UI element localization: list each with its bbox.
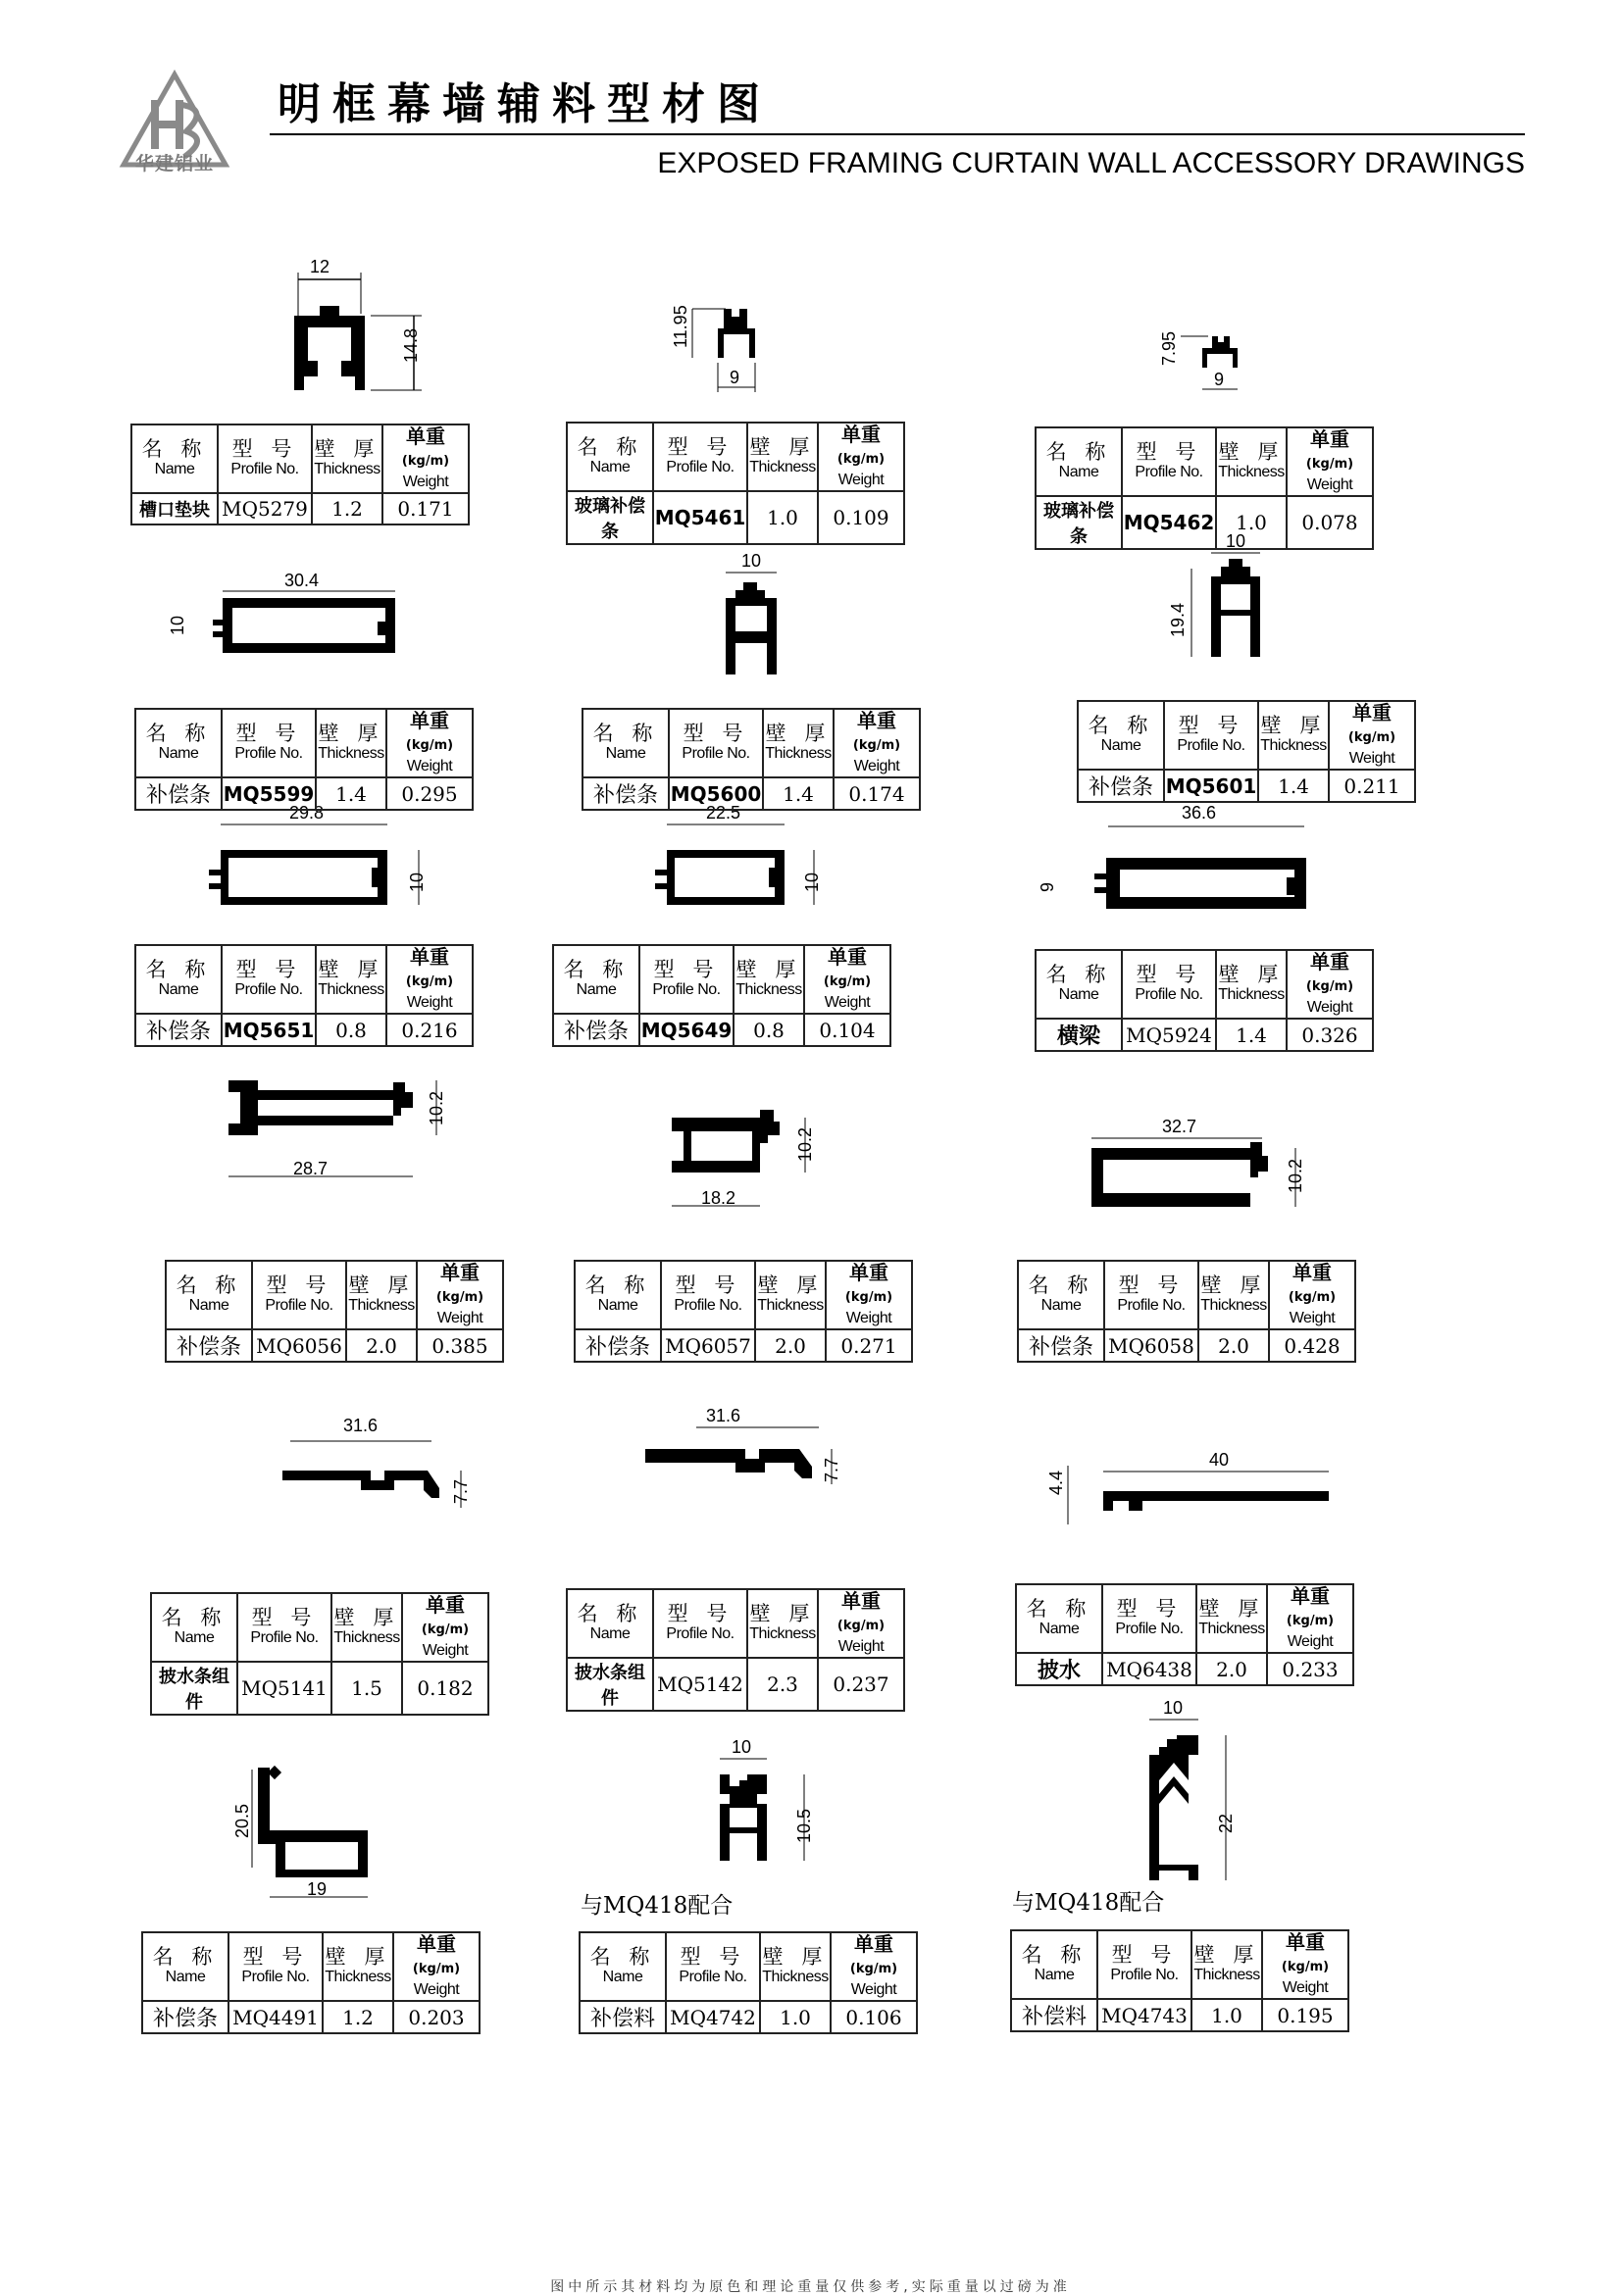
dim-label: 22.5: [706, 803, 741, 823]
header-name: 名 称 Name: [135, 945, 222, 1014]
dim-label: 18.2: [701, 1188, 736, 1208]
header-divider: [270, 133, 1525, 135]
header-name: 名 称 Name: [151, 1593, 237, 1662]
cell-weight: 0.195: [1262, 1999, 1348, 2031]
dim-label: 10: [732, 1737, 752, 1757]
cell-name: 补偿条: [1018, 1329, 1104, 1362]
cell-profile: MQ6058: [1104, 1329, 1198, 1362]
dim-label: 7.95: [1159, 330, 1179, 366]
header-thickness: 壁 厚 Thickness: [316, 945, 386, 1014]
header-profile: 型 号 Profile No.: [1122, 427, 1216, 496]
header-thickness: 壁 厚 Thickness: [1216, 950, 1287, 1019]
header-weight: 单重(kg/m) Weight: [382, 424, 469, 493]
dim-label: 7.7: [451, 1478, 471, 1504]
cell-weight: 0.326: [1287, 1019, 1373, 1051]
logo-text: 华建铝业: [134, 153, 214, 175]
dim-label: 10: [1226, 531, 1246, 551]
cell-name: 披水条组件: [151, 1662, 237, 1715]
dim-label: 10: [407, 872, 427, 892]
profile-drawing-mq5600: [706, 549, 804, 686]
cell-thickness: 1.4: [1258, 770, 1329, 802]
profile-drawing-mq6056: [211, 1069, 466, 1196]
header-thickness: 壁 厚 Thickness: [760, 1932, 831, 2001]
cell-thickness: 1.4: [763, 777, 834, 810]
header-thickness: 壁 厚 Thickness: [747, 1589, 818, 1658]
page-title-en: EXPOSED FRAMING CURTAIN WALL ACCESSORY DRAWINGS: [657, 147, 1525, 179]
cell-weight: 0.428: [1269, 1329, 1355, 1362]
header-weight: 单重(kg/m) Weight: [1269, 1261, 1355, 1329]
cell-thickness: 1.0: [747, 491, 818, 544]
cell-name: 补偿条: [135, 1014, 222, 1046]
cell-thickness: 1.2: [323, 2001, 393, 2033]
page-title-cn: 明框幕墙辅料型材图: [278, 79, 772, 129]
cell-weight: 0.182: [402, 1662, 488, 1715]
dim-label: 32.7: [1162, 1117, 1197, 1136]
header-weight: 单重(kg/m) Weight: [417, 1261, 503, 1329]
cell-weight: 0.295: [386, 777, 473, 810]
header-profile: 型 号 Profile No.: [669, 709, 763, 777]
header-profile: 型 号 Profile No.: [1122, 950, 1216, 1019]
header-weight: 单重(kg/m) Weight: [386, 945, 473, 1014]
cell-profile: MQ5600: [669, 777, 763, 810]
cell-thickness: 1.5: [331, 1662, 402, 1715]
dim-label: 19.4: [1168, 602, 1188, 637]
profile-drawing-mq5924: [1030, 799, 1324, 917]
cell-thickness: 0.8: [734, 1014, 804, 1046]
header-thickness: 壁 厚 Thickness: [331, 1593, 402, 1662]
header-weight: 单重(kg/m) Weight: [834, 709, 920, 777]
spec-table-mq5601: [1077, 700, 1416, 803]
cell-profile: MQ5141: [237, 1662, 331, 1715]
dim-label: 29.8: [289, 803, 325, 823]
spec-table-mq5651: [134, 944, 474, 1047]
cell-weight: 0.211: [1329, 770, 1415, 802]
header-profile: 型 号 Profile No.: [228, 1932, 323, 2001]
cell-weight: 0.233: [1267, 1653, 1353, 1685]
header-profile: 型 号 Profile No.: [1102, 1584, 1196, 1653]
cell-weight: 0.171: [382, 493, 469, 524]
spec-table-mq5142: [566, 1588, 905, 1712]
cell-name: 补偿条: [135, 777, 222, 810]
header-weight: 单重(kg/m) Weight: [826, 1261, 912, 1329]
dim-label: 7.7: [822, 1457, 841, 1482]
header-name: 名 称 Name: [142, 1932, 228, 2001]
cell-name: 横梁: [1036, 1019, 1122, 1051]
header-name: 名 称 Name: [583, 709, 669, 777]
spec-table-mq5649: [552, 944, 891, 1047]
cell-profile: MQ5651: [222, 1014, 316, 1046]
cell-thickness: 2.3: [747, 1658, 818, 1711]
profile-drawing-mq5599: [162, 567, 417, 665]
header-weight: 单重(kg/m) Weight: [1267, 1584, 1353, 1653]
cell-thickness: 1.0: [760, 2001, 831, 2033]
dim-label: 9: [730, 368, 740, 387]
header-name: 名 称 Name: [553, 945, 639, 1014]
spec-table-mq5599: [134, 708, 474, 811]
header-thickness: 壁 厚 Thickness: [734, 945, 804, 1014]
profile-drawing-mq5462: [1157, 319, 1275, 397]
dim-label: 10: [1163, 1698, 1184, 1718]
note-mq4742: 与MQ418配合: [581, 1893, 734, 1919]
header-thickness: 壁 厚 Thickness: [1216, 427, 1287, 496]
profile-drawing-mq5142: [637, 1402, 873, 1515]
header-thickness: 壁 厚 Thickness: [1196, 1584, 1267, 1653]
cell-name: 披水: [1016, 1653, 1102, 1685]
cell-profile: MQ4742: [666, 2001, 760, 2033]
spec-table-mq5461: [566, 422, 905, 545]
cell-thickness: 1.2: [312, 493, 382, 524]
cell-profile: MQ5279: [218, 493, 312, 524]
spec-table-mq4742: [579, 1931, 918, 2034]
dim-label: 19: [307, 1879, 328, 1899]
cell-thickness: 1.0: [1191, 1999, 1262, 2031]
header-weight: 单重(kg/m) Weight: [818, 423, 904, 491]
header-weight: 单重(kg/m) Weight: [386, 709, 473, 777]
cell-name: 补偿料: [1011, 1999, 1097, 2031]
cell-thickness: 1.4: [316, 777, 386, 810]
dim-label: 10: [802, 872, 822, 892]
header-weight: 单重(kg/m) Weight: [804, 945, 890, 1014]
dim-label: 9: [1214, 370, 1225, 389]
cell-name: 补偿条: [1078, 770, 1164, 802]
cell-profile: MQ5649: [639, 1014, 734, 1046]
dim-label: 30.4: [284, 571, 320, 590]
footer-note: 图中所示其材料均为原色和理论重量仅供参考,实际重量以过磅为准: [550, 2279, 1071, 2295]
header-name: 名 称 Name: [580, 1932, 666, 2001]
spec-table-mq5462: [1035, 426, 1374, 550]
header-name: 名 称 Name: [1036, 950, 1122, 1019]
cell-thickness: 2.0: [1198, 1329, 1269, 1362]
header-profile: 型 号 Profile No.: [222, 945, 316, 1014]
header-profile: 型 号 Profile No.: [1164, 701, 1258, 770]
header-profile: 型 号 Profile No.: [222, 709, 316, 777]
profile-drawing-mq6057: [652, 1108, 848, 1221]
header-thickness: 壁 厚 Thickness: [763, 709, 834, 777]
cell-profile: MQ6057: [661, 1329, 755, 1362]
cell-profile: MQ5601: [1164, 770, 1258, 802]
cell-name: 补偿条: [575, 1329, 661, 1362]
spec-table-mq4743: [1010, 1929, 1349, 2032]
cell-name: 补偿条: [553, 1014, 639, 1046]
header-name: 名 称 Name: [1016, 1584, 1102, 1653]
dim-label: 20.5: [232, 1803, 252, 1838]
cell-profile: MQ4491: [228, 2001, 323, 2033]
header-name: 名 称 Name: [567, 423, 653, 491]
header-name: 名 称 Name: [575, 1261, 661, 1329]
dim-label: 10: [168, 615, 187, 635]
header-profile: 型 号 Profile No.: [1097, 1930, 1191, 1999]
spec-table-mq6057: [574, 1260, 913, 1363]
profile-drawing-mq4743: [1128, 1696, 1265, 1892]
spec-table-mq6438: [1015, 1583, 1354, 1686]
profile-drawing-mq5141: [275, 1412, 510, 1529]
dim-label: 12: [310, 257, 330, 276]
spec-table-mq6058: [1017, 1260, 1356, 1363]
cell-name: 补偿条: [142, 2001, 228, 2033]
spec-table-mq6056: [165, 1260, 504, 1363]
dim-label: 10.2: [1286, 1158, 1305, 1193]
header-name: 名 称 Name: [135, 709, 222, 777]
dim-label: 22: [1216, 1813, 1236, 1833]
dim-label: 36.6: [1182, 803, 1217, 823]
cell-name: 槽口垫块: [131, 493, 218, 524]
header-name: 名 称 Name: [166, 1261, 252, 1329]
profile-drawing-mq5651: [191, 799, 446, 912]
cell-weight: 0.216: [386, 1014, 473, 1046]
dim-label: 9: [1038, 881, 1057, 892]
header-thickness: 壁 厚 Thickness: [747, 423, 818, 491]
header-weight: 单重(kg/m) Weight: [1287, 427, 1373, 496]
spec-table-mq5600: [582, 708, 921, 811]
header-name: 名 称 Name: [1036, 427, 1122, 496]
cell-name: 披水条组件: [567, 1658, 653, 1711]
cell-weight: 0.174: [834, 777, 920, 810]
header-name: 名 称 Name: [1018, 1261, 1104, 1329]
header-weight: 单重(kg/m) Weight: [1262, 1930, 1348, 1999]
cell-thickness: 0.8: [316, 1014, 386, 1046]
header-weight: 单重(kg/m) Weight: [402, 1593, 488, 1662]
dim-label: 10.2: [427, 1090, 446, 1125]
cell-name: 补偿条: [583, 777, 669, 810]
cell-name: 玻璃补偿条: [1036, 496, 1122, 549]
cell-profile: MQ5461: [653, 491, 747, 544]
header-thickness: 壁 厚 Thickness: [346, 1261, 417, 1329]
spec-table-mq5279: [130, 424, 470, 525]
header-name: 名 称 Name: [1078, 701, 1164, 770]
header-profile: 型 号 Profile No.: [1104, 1261, 1198, 1329]
dim-label: 10.5: [794, 1808, 814, 1843]
profile-drawing-mq5649: [637, 799, 853, 912]
header-profile: 型 号 Profile No.: [237, 1593, 331, 1662]
profile-drawing-mq6438: [1035, 1426, 1339, 1554]
cell-name: 补偿料: [580, 2001, 666, 2033]
cell-weight: 0.106: [831, 2001, 917, 2033]
header-thickness: 壁 厚 Thickness: [316, 709, 386, 777]
cell-name: 玻璃补偿条: [567, 491, 653, 544]
cell-thickness: 1.4: [1216, 1019, 1287, 1051]
header-profile: 型 号 Profile No.: [666, 1932, 760, 2001]
header-weight: 单重(kg/m) Weight: [831, 1932, 917, 2001]
header-profile: 型 号 Profile No.: [653, 423, 747, 491]
cell-thickness: 2.0: [1196, 1653, 1267, 1685]
dim-label: 31.6: [343, 1416, 379, 1435]
header-profile: 型 号 Profile No.: [661, 1261, 755, 1329]
spec-table-mq5924: [1035, 949, 1374, 1052]
cell-thickness: 2.0: [346, 1329, 417, 1362]
cell-weight: 0.203: [393, 2001, 480, 2033]
profile-drawing-mq5601: [1152, 529, 1299, 672]
header-name: 名 称 Name: [1011, 1930, 1097, 1999]
spec-table-mq4491: [141, 1931, 481, 2034]
header-profile: 型 号 Profile No.: [653, 1589, 747, 1658]
cell-profile: MQ5924: [1122, 1019, 1216, 1051]
cell-profile: MQ4743: [1097, 1999, 1191, 2031]
cell-weight: 0.237: [818, 1658, 904, 1711]
cell-weight: 0.104: [804, 1014, 890, 1046]
header-thickness: 壁 厚 Thickness: [1198, 1261, 1269, 1329]
profile-drawing-mq5279: [275, 255, 451, 407]
header-thickness: 壁 厚 Thickness: [1191, 1930, 1262, 1999]
cell-weight: 0.271: [826, 1329, 912, 1362]
profile-drawing-mq5461: [667, 289, 804, 397]
cell-profile: MQ6056: [252, 1329, 346, 1362]
dim-label: 4.4: [1046, 1470, 1066, 1495]
cell-profile: MQ5599: [222, 777, 316, 810]
header-thickness: 壁 厚 Thickness: [312, 424, 382, 493]
header-weight: 单重(kg/m) Weight: [1287, 950, 1373, 1019]
dim-label: 40: [1209, 1450, 1230, 1470]
header-name: 名 称 Name: [131, 424, 218, 493]
cell-weight: 0.078: [1287, 496, 1373, 549]
header-name: 名 称 Name: [567, 1589, 653, 1658]
cell-profile: MQ6438: [1102, 1653, 1196, 1685]
profile-drawing-mq4491: [211, 1760, 407, 1917]
profile-drawing-mq4742: [696, 1735, 834, 1882]
header-profile: 型 号 Profile No.: [218, 424, 312, 493]
header-thickness: 壁 厚 Thickness: [755, 1261, 826, 1329]
cell-weight: 0.109: [818, 491, 904, 544]
spec-table-mq5141: [150, 1592, 489, 1716]
header-profile: 型 号 Profile No.: [252, 1261, 346, 1329]
header-thickness: 壁 厚 Thickness: [1258, 701, 1329, 770]
cell-profile: MQ5142: [653, 1658, 747, 1711]
cell-thickness: 2.0: [755, 1329, 826, 1362]
cell-name: 补偿条: [166, 1329, 252, 1362]
dim-label: 14.8: [401, 327, 421, 363]
cell-weight: 0.385: [417, 1329, 503, 1362]
note-mq4743: 与MQ418配合: [1012, 1890, 1165, 1916]
header-thickness: 壁 厚 Thickness: [323, 1932, 393, 2001]
dim-label: 31.6: [706, 1406, 741, 1425]
cell-profile: MQ5462: [1122, 496, 1216, 549]
dim-label: 28.7: [293, 1159, 329, 1178]
dim-label: 11.95: [671, 305, 690, 348]
cell-thickness: 1.0: [1216, 496, 1287, 549]
dim-label: 10: [741, 551, 762, 571]
dim-label: 10.2: [795, 1126, 815, 1162]
profile-drawing-mq6058: [1074, 1113, 1319, 1221]
header-weight: 单重(kg/m) Weight: [1329, 701, 1415, 770]
header-weight: 单重(kg/m) Weight: [818, 1589, 904, 1658]
header-profile: 型 号 Profile No.: [639, 945, 734, 1014]
header-weight: 单重(kg/m) Weight: [393, 1932, 480, 2001]
